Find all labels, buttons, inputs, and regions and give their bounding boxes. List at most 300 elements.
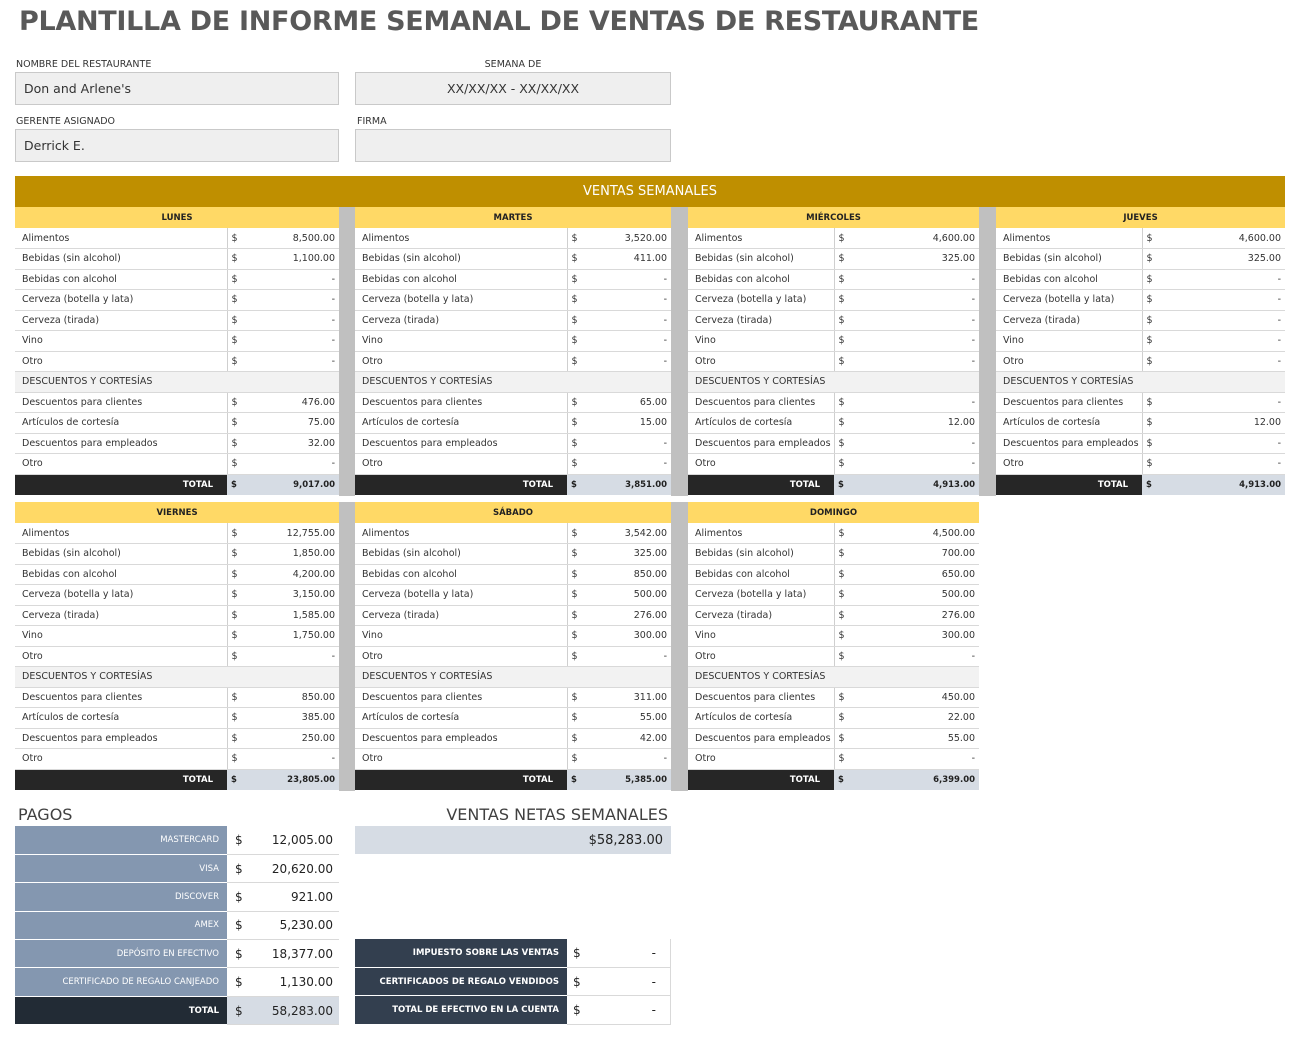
day-total: 5,385.00: [585, 769, 671, 790]
payment-label: DEPÓSITO EN EFECTIVO: [15, 940, 227, 968]
amount-cell[interactable]: -: [245, 331, 339, 352]
payment-amount[interactable]: 12,005.00: [249, 826, 339, 854]
manager-field[interactable]: Derrick E.: [15, 129, 339, 162]
row-label: Descuentos para empleados: [688, 433, 834, 454]
amount-cell[interactable]: -: [585, 269, 671, 290]
amount-cell[interactable]: 3,542.00: [585, 523, 671, 544]
amount-cell[interactable]: 650.00: [852, 564, 979, 585]
row-label: Artículos de cortesía: [355, 413, 567, 434]
signature-field[interactable]: [355, 129, 671, 162]
amount-cell[interactable]: -: [1160, 269, 1285, 290]
table-row: [15, 351, 339, 372]
table-row: [15, 564, 339, 585]
payment-amount[interactable]: 18,377.00: [249, 940, 339, 968]
currency-symbol: $: [567, 749, 585, 770]
row-label: Cerveza (botella y lata): [355, 585, 567, 606]
currency-symbol: $: [567, 474, 585, 495]
amount-cell[interactable]: -: [1160, 351, 1285, 372]
row-label: Cerveza (tirada): [15, 310, 227, 331]
amount-cell[interactable]: 3,150.00: [245, 585, 339, 606]
currency-symbol: $: [1142, 433, 1160, 454]
currency-symbol: $: [1142, 290, 1160, 311]
row-label: Descuentos para clientes: [688, 392, 834, 413]
amount-cell[interactable]: 450.00: [852, 687, 979, 708]
currency-symbol: $: [567, 523, 585, 544]
net-sales-value: $58,283.00: [355, 826, 671, 854]
row-label: Descuentos para empleados: [15, 433, 227, 454]
row-label: Alimentos: [15, 228, 227, 249]
column-separator: [339, 207, 355, 496]
table-row: [996, 413, 1285, 434]
table-row: [15, 728, 339, 749]
row-label: Otro: [15, 646, 227, 667]
amount-cell[interactable]: -: [852, 433, 979, 454]
page-title: PLANTILLA DE INFORME SEMANAL DE VENTAS DE RESTAURANTE: [19, 6, 979, 37]
week-label: SEMANA DE: [484, 59, 542, 70]
row-label: Cerveza (tirada): [688, 605, 834, 626]
currency-symbol: $: [227, 687, 245, 708]
amount-cell[interactable]: -: [852, 749, 979, 770]
currency-symbol: $: [834, 331, 852, 352]
table-row: [688, 269, 979, 290]
amount-cell[interactable]: -: [245, 351, 339, 372]
amount-cell[interactable]: 700.00: [852, 544, 979, 565]
amount-cell[interactable]: 311.00: [585, 687, 671, 708]
row-label: Artículos de cortesía: [15, 708, 227, 729]
currency-symbol: $: [227, 474, 245, 495]
amount-cell[interactable]: -: [585, 351, 671, 372]
row-label: Otro: [996, 454, 1142, 475]
table-row: [355, 310, 671, 331]
amount-cell[interactable]: 75.00: [245, 413, 339, 434]
table-row: [15, 310, 339, 331]
currency-symbol: $: [567, 967, 589, 995]
row-label: Otro: [688, 646, 834, 667]
day-total: 4,913.00: [852, 474, 979, 495]
amount-cell[interactable]: 850.00: [245, 687, 339, 708]
day-total: 3,851.00: [585, 474, 671, 495]
day-table: [15, 207, 339, 495]
column-separator: [671, 502, 688, 791]
amount-cell[interactable]: 1,100.00: [245, 249, 339, 270]
currency-symbol: $: [834, 626, 852, 647]
table-row: [15, 605, 339, 626]
day-name: DOMINGO: [688, 502, 979, 523]
row-label: Otro: [355, 749, 567, 770]
amount-cell[interactable]: 12,755.00: [245, 523, 339, 544]
table-row: [996, 269, 1285, 290]
total-label: TOTAL: [15, 769, 227, 790]
table-row: [688, 310, 979, 331]
row-label: Descuentos para clientes: [15, 687, 227, 708]
net-sales-title: VENTAS NETAS SEMANALES: [446, 805, 668, 824]
row-label: Cerveza (botella y lata): [996, 290, 1142, 311]
discount-section-label: DESCUENTOS Y CORTESÍAS: [996, 372, 1285, 393]
restaurant-name-field[interactable]: Don and Arlene's: [15, 72, 339, 105]
currency-symbol: $: [227, 749, 245, 770]
table-row: [15, 454, 339, 475]
currency-symbol: $: [834, 454, 852, 475]
row-label: Otro: [355, 351, 567, 372]
row-label: Otro: [15, 749, 227, 770]
table-row: [355, 433, 671, 454]
tax-row: [355, 967, 671, 995]
amount-cell[interactable]: -: [852, 269, 979, 290]
currency-symbol: $: [567, 728, 585, 749]
amount-cell[interactable]: 300.00: [585, 626, 671, 647]
row-label: Cerveza (botella y lata): [15, 585, 227, 606]
amount-cell[interactable]: 411.00: [585, 249, 671, 270]
payment-row: [15, 940, 339, 968]
currency-symbol: $: [834, 605, 852, 626]
day-name: LUNES: [15, 207, 339, 228]
row-label: Artículos de cortesía: [688, 708, 834, 729]
table-row: [15, 290, 339, 311]
row-label: Vino: [15, 331, 227, 352]
row-label: Vino: [355, 331, 567, 352]
row-label: Vino: [15, 626, 227, 647]
row-label: Bebidas con alcohol: [355, 564, 567, 585]
currency-symbol: $: [227, 826, 249, 854]
amount-cell[interactable]: 276.00: [852, 605, 979, 626]
currency-symbol: $: [834, 433, 852, 454]
currency-symbol: $: [567, 605, 585, 626]
amount-cell[interactable]: 500.00: [585, 585, 671, 606]
table-row: [15, 228, 339, 249]
weekly-sales-header: VENTAS SEMANALES: [15, 176, 1285, 207]
amount-cell[interactable]: -: [852, 331, 979, 352]
row-label: Descuentos para clientes: [15, 392, 227, 413]
amount-cell[interactable]: 276.00: [585, 605, 671, 626]
table-row: [688, 585, 979, 606]
table-row: [688, 708, 979, 729]
table-row: [355, 413, 671, 434]
amount-cell[interactable]: 15.00: [585, 413, 671, 434]
payment-total: 58,283.00: [249, 996, 339, 1024]
discount-section-label: DESCUENTOS Y CORTESÍAS: [688, 372, 979, 393]
amount-cell[interactable]: 8,500.00: [245, 228, 339, 249]
currency-symbol: $: [227, 523, 245, 544]
currency-symbol: $: [567, 331, 585, 352]
table-row: [688, 331, 979, 352]
amount-cell[interactable]: 12.00: [852, 413, 979, 434]
payment-label: CERTIFICADO DE REGALO CANJEADO: [15, 968, 227, 996]
total-label: TOTAL: [688, 474, 834, 495]
table-row: [355, 290, 671, 311]
amount-cell[interactable]: 3,520.00: [585, 228, 671, 249]
amount-cell[interactable]: -: [245, 454, 339, 475]
table-row: [688, 523, 979, 544]
row-label: Bebidas (sin alcohol): [355, 544, 567, 565]
row-label: Artículos de cortesía: [355, 708, 567, 729]
row-label: Otro: [15, 454, 227, 475]
column-separator: [339, 502, 355, 791]
table-row: [996, 310, 1285, 331]
row-label: Alimentos: [996, 228, 1142, 249]
payment-total-label: TOTAL: [15, 996, 227, 1024]
currency-symbol: $: [227, 769, 245, 790]
day-total: 4,913.00: [1160, 474, 1285, 495]
currency-symbol: $: [834, 687, 852, 708]
currency-symbol: $: [567, 585, 585, 606]
table-row: [355, 585, 671, 606]
amount-cell[interactable]: 55.00: [852, 728, 979, 749]
currency-symbol: $: [834, 392, 852, 413]
amount-cell[interactable]: 476.00: [245, 392, 339, 413]
row-label: Descuentos para empleados: [996, 433, 1142, 454]
row-label: Alimentos: [355, 228, 567, 249]
currency-symbol: $: [567, 290, 585, 311]
amount-cell[interactable]: 1,850.00: [245, 544, 339, 565]
currency-symbol: $: [227, 854, 249, 882]
row-label: Vino: [688, 626, 834, 647]
amount-cell[interactable]: 850.00: [585, 564, 671, 585]
amount-cell[interactable]: -: [1160, 392, 1285, 413]
day-name: VIERNES: [15, 502, 339, 523]
week-field[interactable]: XX/XX/XX - XX/XX/XX: [355, 72, 671, 105]
row-label: Otro: [355, 454, 567, 475]
table-row: [15, 687, 339, 708]
tax-amount[interactable]: -: [589, 996, 671, 1024]
row-label: Descuentos para empleados: [15, 728, 227, 749]
amount-cell[interactable]: 325.00: [585, 544, 671, 565]
amount-cell[interactable]: 385.00: [245, 708, 339, 729]
day-total: 9,017.00: [245, 474, 339, 495]
column-separator: [671, 207, 688, 496]
row-label: Bebidas con alcohol: [688, 269, 834, 290]
payment-total-row: [15, 996, 339, 1024]
payment-amount[interactable]: 5,230.00: [249, 911, 339, 939]
currency-symbol: $: [567, 413, 585, 434]
currency-symbol: $: [567, 269, 585, 290]
table-row: [688, 392, 979, 413]
currency-symbol: $: [227, 996, 249, 1024]
payment-label: DISCOVER: [15, 883, 227, 911]
amount-cell[interactable]: 32.00: [245, 433, 339, 454]
table-row: [996, 454, 1285, 475]
row-label: Bebidas (sin alcohol): [15, 249, 227, 270]
amount-cell[interactable]: -: [852, 392, 979, 413]
amount-cell[interactable]: -: [852, 351, 979, 372]
currency-symbol: $: [834, 269, 852, 290]
currency-symbol: $: [834, 228, 852, 249]
amount-cell[interactable]: -: [1160, 331, 1285, 352]
table-row: [355, 228, 671, 249]
row-label: Otro: [688, 454, 834, 475]
table-row: [688, 605, 979, 626]
amount-cell[interactable]: -: [245, 269, 339, 290]
column-separator: [979, 207, 996, 496]
row-label: Cerveza (botella y lata): [688, 585, 834, 606]
currency-symbol: $: [227, 544, 245, 565]
tax-amount[interactable]: -: [589, 967, 671, 995]
table-row: [996, 433, 1285, 454]
currency-symbol: $: [227, 433, 245, 454]
currency-symbol: $: [567, 454, 585, 475]
row-label: Cerveza (tirada): [688, 310, 834, 331]
amount-cell[interactable]: -: [245, 749, 339, 770]
amount-cell[interactable]: -: [1160, 433, 1285, 454]
amount-cell[interactable]: -: [245, 310, 339, 331]
amount-cell[interactable]: -: [245, 646, 339, 667]
currency-symbol: $: [227, 940, 249, 968]
currency-symbol: $: [227, 626, 245, 647]
currency-symbol: $: [227, 454, 245, 475]
table-row: [15, 413, 339, 434]
table-row: [15, 749, 339, 770]
manager-label: GERENTE ASIGNADO: [16, 116, 115, 127]
amount-cell[interactable]: 250.00: [245, 728, 339, 749]
tax-row: [355, 939, 671, 967]
amount-cell[interactable]: 42.00: [585, 728, 671, 749]
tax-table: [355, 939, 671, 1025]
currency-symbol: $: [227, 392, 245, 413]
amount-cell[interactable]: -: [245, 290, 339, 311]
currency-symbol: $: [227, 911, 249, 939]
currency-symbol: $: [567, 708, 585, 729]
amount-cell[interactable]: 500.00: [852, 585, 979, 606]
amount-cell[interactable]: -: [1160, 454, 1285, 475]
payment-amount[interactable]: 921.00: [249, 883, 339, 911]
currency-symbol: $: [227, 728, 245, 749]
table-row: [15, 331, 339, 352]
table-row: [15, 269, 339, 290]
table-row: [688, 433, 979, 454]
tax-row: [355, 996, 671, 1024]
amount-cell[interactable]: -: [585, 331, 671, 352]
total-label: TOTAL: [355, 474, 567, 495]
amount-cell[interactable]: 4,600.00: [852, 228, 979, 249]
day-name: MARTES: [355, 207, 671, 228]
amount-cell[interactable]: 4,200.00: [245, 564, 339, 585]
row-label: Alimentos: [688, 523, 834, 544]
table-row: [355, 646, 671, 667]
currency-symbol: $: [567, 996, 589, 1024]
amount-cell[interactable]: 4,500.00: [852, 523, 979, 544]
currency-symbol: $: [834, 290, 852, 311]
row-label: Alimentos: [688, 228, 834, 249]
amount-cell[interactable]: -: [585, 290, 671, 311]
amount-cell[interactable]: -: [585, 454, 671, 475]
row-label: Otro: [688, 749, 834, 770]
amount-cell[interactable]: 4,600.00: [1160, 228, 1285, 249]
table-row: [355, 626, 671, 647]
amount-cell[interactable]: -: [585, 433, 671, 454]
currency-symbol: $: [227, 351, 245, 372]
currency-symbol: $: [227, 708, 245, 729]
currency-symbol: $: [1142, 454, 1160, 475]
payment-row: [15, 854, 339, 882]
currency-symbol: $: [567, 249, 585, 270]
currency-symbol: $: [834, 769, 852, 790]
table-row: [15, 585, 339, 606]
table-row: [355, 749, 671, 770]
row-label: Cerveza (botella y lata): [15, 290, 227, 311]
payment-amount[interactable]: 1,130.00: [249, 968, 339, 996]
amount-cell[interactable]: 65.00: [585, 392, 671, 413]
amount-cell[interactable]: 12.00: [1160, 413, 1285, 434]
table-row: [996, 249, 1285, 270]
amount-cell[interactable]: 1,585.00: [245, 605, 339, 626]
currency-symbol: $: [1142, 413, 1160, 434]
row-label: Otro: [355, 646, 567, 667]
currency-symbol: $: [227, 883, 249, 911]
amount-cell[interactable]: -: [852, 646, 979, 667]
payment-amount[interactable]: 20,620.00: [249, 854, 339, 882]
amount-cell[interactable]: -: [1160, 290, 1285, 311]
row-label: Cerveza (tirada): [15, 605, 227, 626]
amount-cell[interactable]: 55.00: [585, 708, 671, 729]
currency-symbol: $: [227, 228, 245, 249]
row-label: Bebidas con alcohol: [355, 269, 567, 290]
amount-cell[interactable]: -: [852, 454, 979, 475]
tax-amount[interactable]: -: [589, 939, 671, 967]
table-row: [15, 392, 339, 413]
currency-symbol: $: [567, 544, 585, 565]
table-row: [355, 544, 671, 565]
amount-cell[interactable]: 22.00: [852, 708, 979, 729]
row-label: Descuentos para clientes: [355, 392, 567, 413]
total-label: TOTAL: [355, 769, 567, 790]
currency-symbol: $: [1142, 351, 1160, 372]
currency-symbol: $: [1142, 474, 1160, 495]
payment-row: [15, 883, 339, 911]
amount-cell[interactable]: -: [852, 290, 979, 311]
currency-symbol: $: [227, 605, 245, 626]
currency-symbol: $: [567, 392, 585, 413]
day-name: SÁBADO: [355, 502, 671, 523]
total-label: TOTAL: [996, 474, 1142, 495]
amount-cell[interactable]: -: [852, 310, 979, 331]
row-label: Vino: [688, 331, 834, 352]
currency-symbol: $: [834, 564, 852, 585]
amount-cell[interactable]: -: [585, 310, 671, 331]
row-label: Alimentos: [15, 523, 227, 544]
currency-symbol: $: [567, 433, 585, 454]
currency-symbol: $: [227, 585, 245, 606]
table-row: [355, 523, 671, 544]
currency-symbol: $: [567, 228, 585, 249]
amount-cell[interactable]: 1,750.00: [245, 626, 339, 647]
amount-cell[interactable]: -: [585, 646, 671, 667]
currency-symbol: $: [567, 626, 585, 647]
amount-cell[interactable]: 325.00: [1160, 249, 1285, 270]
row-label: Alimentos: [355, 523, 567, 544]
amount-cell[interactable]: -: [585, 749, 671, 770]
total-label: TOTAL: [688, 769, 834, 790]
day-name: JUEVES: [996, 207, 1285, 228]
currency-symbol: $: [834, 523, 852, 544]
currency-symbol: $: [834, 474, 852, 495]
amount-cell[interactable]: 300.00: [852, 626, 979, 647]
signature-label: FIRMA: [357, 116, 387, 127]
row-label: Descuentos para clientes: [688, 687, 834, 708]
table-row: [355, 351, 671, 372]
table-row: [688, 626, 979, 647]
payments-title: PAGOS: [18, 805, 73, 824]
amount-cell[interactable]: -: [1160, 310, 1285, 331]
table-row: [355, 687, 671, 708]
payment-label: AMEX: [15, 911, 227, 939]
amount-cell[interactable]: 325.00: [852, 249, 979, 270]
discount-section-label: DESCUENTOS Y CORTESÍAS: [15, 667, 339, 688]
restaurant-name-label: NOMBRE DEL RESTAURANTE: [16, 59, 152, 70]
table-row: [688, 728, 979, 749]
table-row: [15, 708, 339, 729]
payment-row: [15, 968, 339, 996]
row-label: Descuentos para clientes: [996, 392, 1142, 413]
day-total: 23,805.00: [245, 769, 339, 790]
